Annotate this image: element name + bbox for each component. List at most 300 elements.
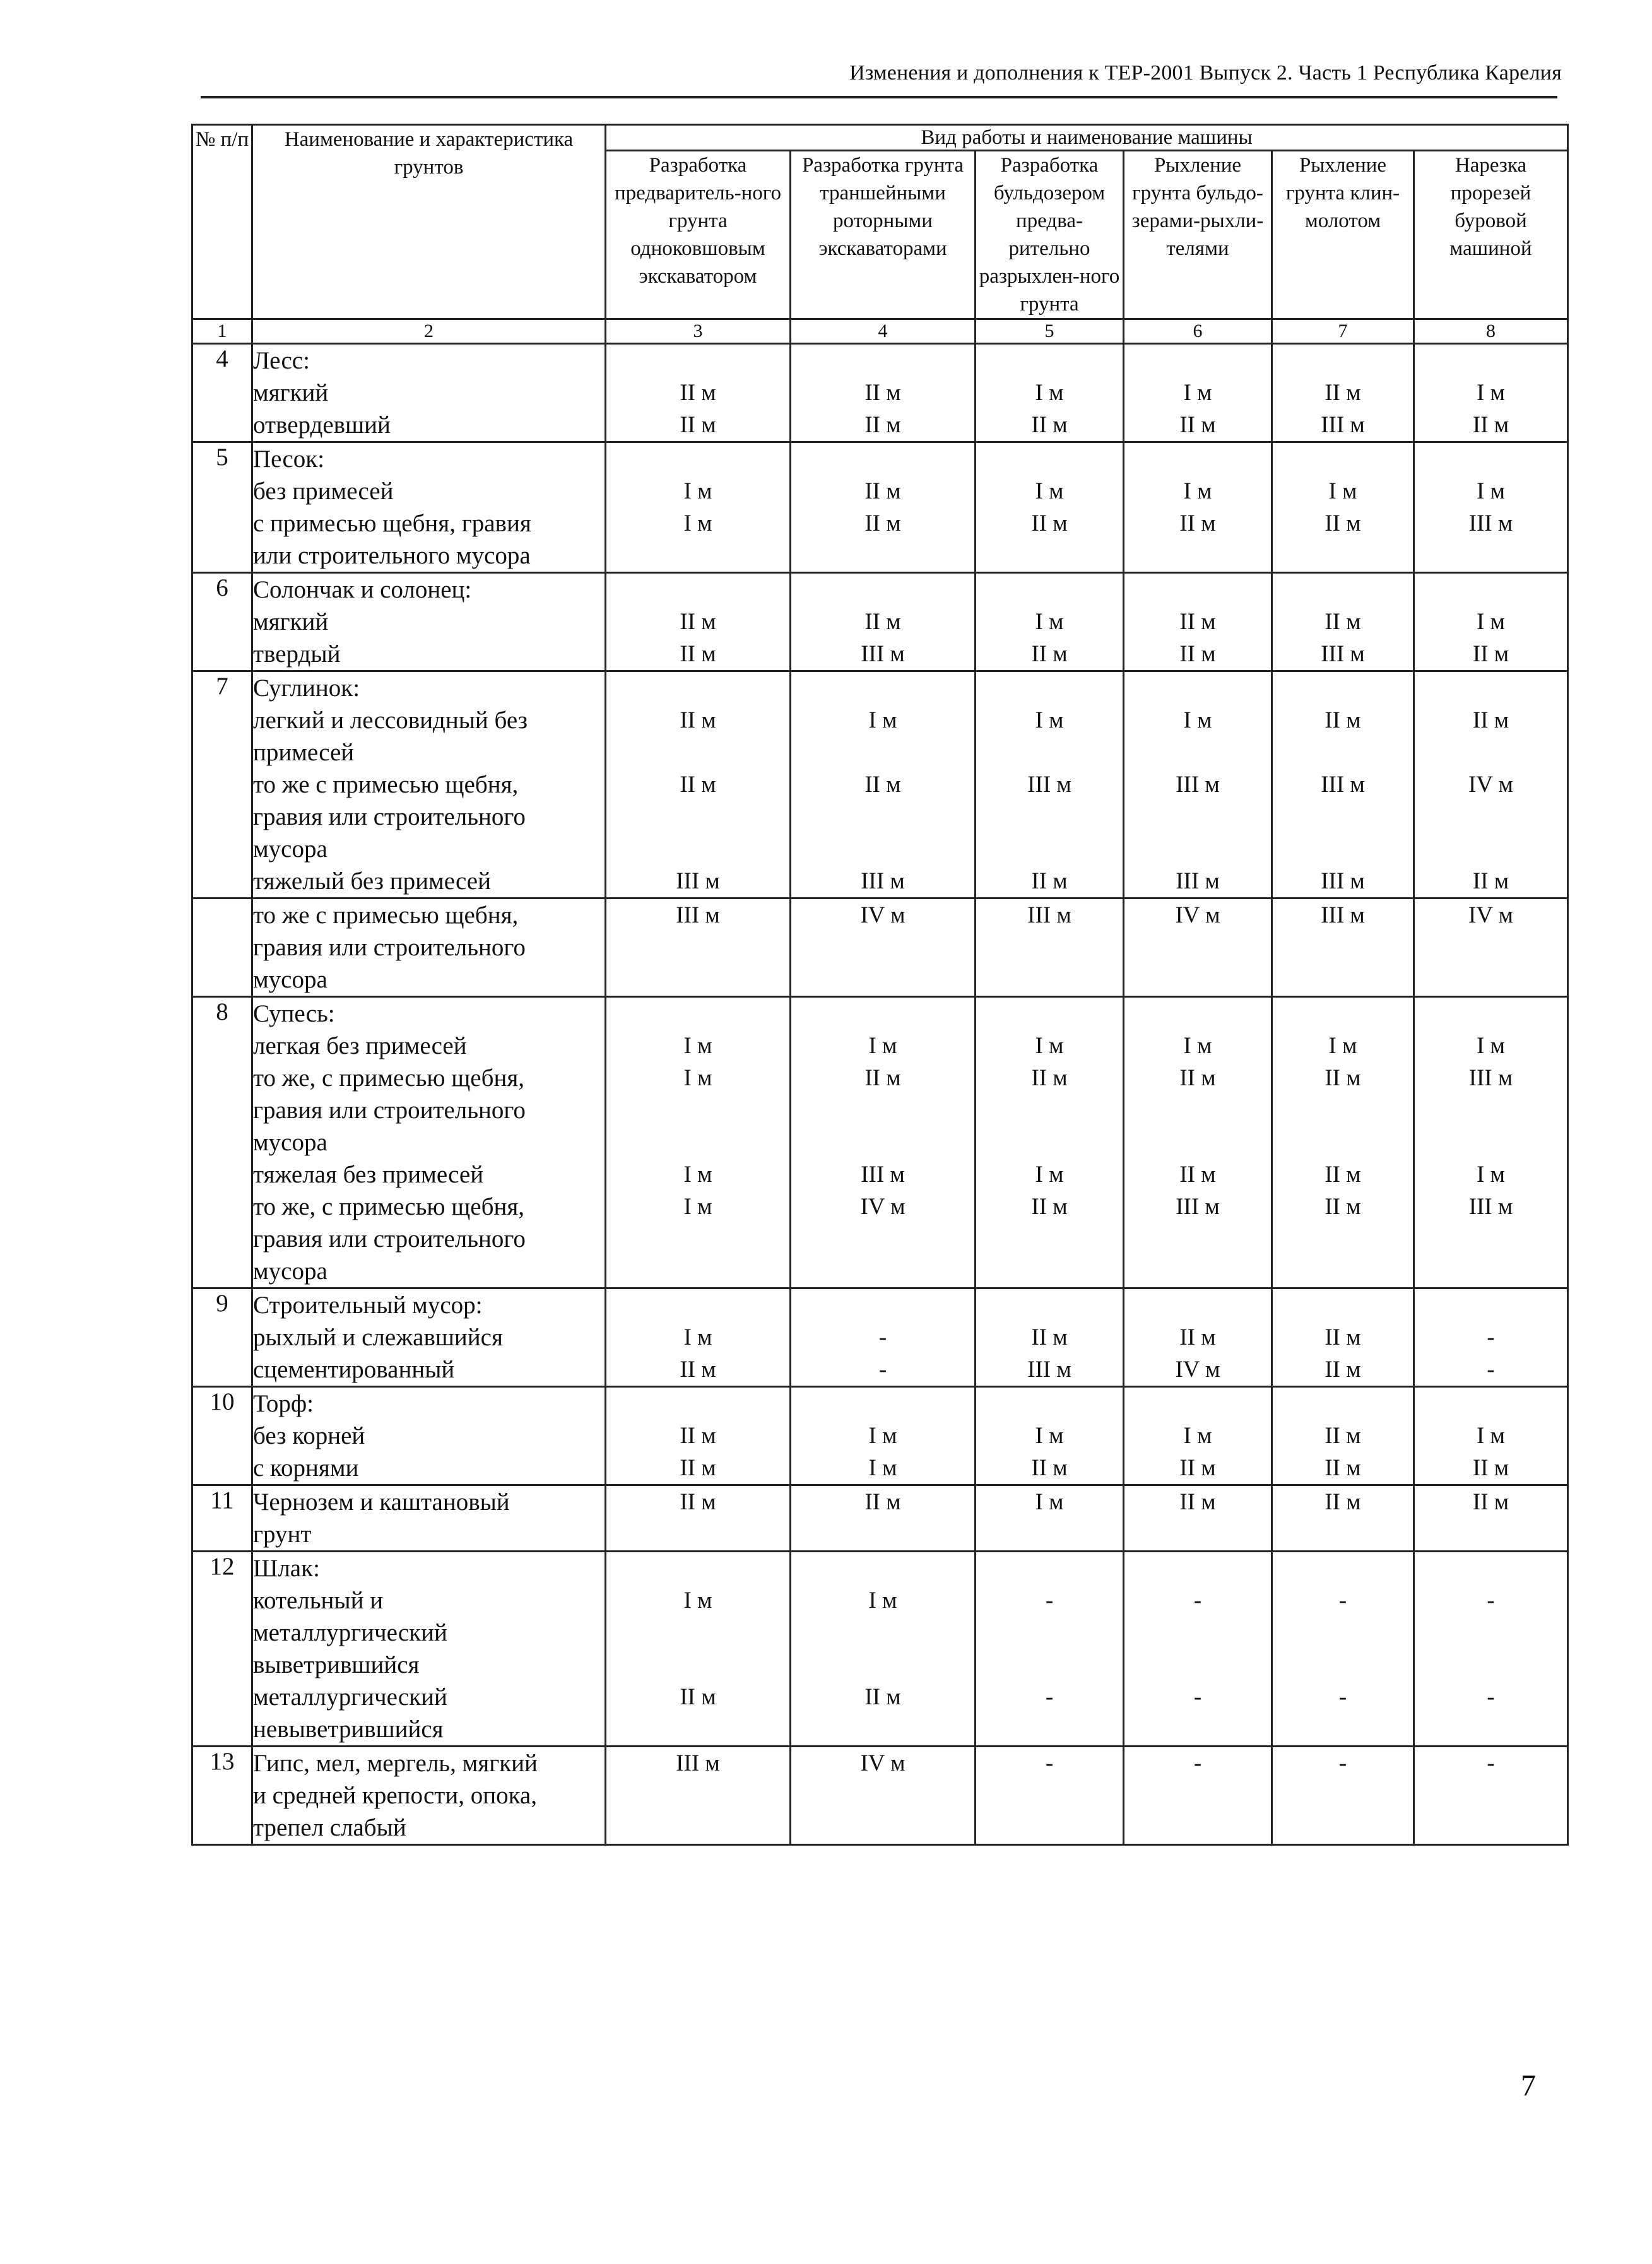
category-value: - [1045, 1750, 1054, 1776]
row-number [192, 899, 252, 997]
category-cell-col-4 [791, 671, 976, 899]
category-cell-col-8 [1414, 899, 1568, 997]
blank-line [1124, 1255, 1271, 1287]
category-value: I м [868, 1423, 897, 1449]
blank-line [976, 1713, 1123, 1745]
category-value: II м [680, 1684, 716, 1710]
category-cell-col-5 [976, 442, 1124, 573]
blank-line [976, 1255, 1123, 1287]
category-value: I м [683, 1033, 712, 1059]
blank-line [1415, 736, 1567, 769]
soil-subtype-line: мягкий [253, 608, 329, 635]
category-cell-col-3 [606, 1485, 791, 1552]
blank-line [791, 1779, 974, 1812]
blank-line [1415, 1388, 1567, 1420]
category-value: II м [1031, 1455, 1068, 1481]
table-row [192, 1288, 1568, 1387]
running-header: Изменения и дополнения к ТЕР-2001 Выпуск 2. Часть 1 Республика Карелия [849, 61, 1562, 85]
category-cell-col-7 [1272, 573, 1414, 671]
soil-subtype-line: то же, с примесью щебня, [253, 1193, 525, 1220]
blank-line [606, 574, 789, 606]
soil-subtype-line: гравия или строительного [253, 803, 526, 830]
blank-line [606, 931, 789, 964]
blank-line [976, 1126, 1123, 1159]
category-value: I м [683, 1588, 712, 1613]
category-cell-col-7 [1272, 1552, 1414, 1747]
table-row [192, 1387, 1568, 1485]
blank-line [1415, 1094, 1567, 1126]
blank-line [976, 443, 1123, 475]
soil-subtype-line: то же с примесью щебня, [253, 902, 519, 929]
category-value: II м [1325, 510, 1361, 536]
category-value: II м [864, 1065, 901, 1091]
category-value: - [1338, 1588, 1347, 1613]
category-cell-col-8 [1414, 1747, 1568, 1845]
blank-line [606, 1779, 789, 1812]
category-value: III м [1027, 772, 1071, 798]
category-value: IV м [860, 1194, 906, 1220]
table-row [192, 442, 1568, 573]
blank-line [1273, 672, 1413, 704]
soil-name-cell [252, 1747, 606, 1845]
blank-line [976, 672, 1123, 704]
blank-line [1124, 1289, 1271, 1321]
category-value: - [1487, 1750, 1495, 1776]
category-value: - [1193, 1750, 1202, 1776]
soil-subtype-line: невыветрившийся [253, 1716, 444, 1743]
category-value: II м [1031, 1194, 1068, 1220]
soil-subtype-line: тяжелая без примесей [253, 1161, 484, 1188]
category-cell-col-7 [1272, 1387, 1414, 1485]
category-cell-col-8 [1414, 997, 1568, 1288]
blank-line [1415, 1649, 1567, 1681]
category-value: I м [1035, 380, 1064, 406]
category-cell-col-7 [1272, 344, 1414, 442]
blank-line [1273, 1289, 1413, 1321]
blank-line [1415, 1518, 1567, 1550]
column-number-6: 6 [1124, 319, 1272, 344]
soil-name-cell [252, 997, 606, 1288]
category-value: III м [861, 1162, 905, 1188]
row-number: 7 [192, 671, 252, 899]
category-value: II м [864, 412, 901, 438]
category-value: II м [1472, 412, 1509, 438]
category-value: II м [1179, 1065, 1216, 1091]
blank-line [976, 1223, 1123, 1255]
soil-subtype-line: грунт [253, 1521, 312, 1548]
category-cell-col-5 [976, 1387, 1124, 1485]
blank-line [976, 1518, 1123, 1550]
column-number-2: 2 [252, 319, 606, 344]
category-value: II м [680, 707, 716, 733]
category-value: II м [1179, 609, 1216, 635]
blank-line [791, 1617, 974, 1649]
blank-line [606, 998, 789, 1030]
blank-line [606, 443, 789, 475]
category-value: I м [683, 510, 712, 536]
column-header-machine-3: Разработка бульдозером предва-рительно разрыхлен-ного грунта [976, 151, 1124, 319]
category-cell-col-7 [1272, 671, 1414, 899]
soil-subtype-line: сцементированный [253, 1356, 455, 1383]
blank-line [791, 1649, 974, 1681]
category-cell-col-7 [1272, 1485, 1414, 1552]
category-cell-col-5 [976, 1288, 1124, 1387]
category-value: II м [680, 1489, 716, 1515]
table-row [192, 899, 1568, 997]
blank-line [1124, 1552, 1271, 1584]
blank-line [1124, 1649, 1271, 1681]
blank-line [1415, 1223, 1567, 1255]
category-value: I м [868, 1455, 897, 1481]
blank-line [976, 574, 1123, 606]
column-header-machine-5: Рыхление грунта клин-молотом [1272, 151, 1414, 319]
blank-line [1124, 736, 1271, 769]
blank-line [791, 964, 974, 996]
category-value: - [1487, 1357, 1495, 1383]
blank-line [1124, 443, 1271, 475]
blank-line [1273, 998, 1413, 1030]
category-value: II м [864, 1489, 901, 1515]
column-header-machine-1: Разработка предваритель-ного грунта одноковшовым экскаватором [606, 151, 791, 319]
blank-line [791, 574, 974, 606]
table-row [192, 1747, 1568, 1845]
blank-line [791, 801, 974, 833]
blank-line [1124, 833, 1271, 865]
blank-line [1124, 539, 1271, 572]
blank-line [1273, 574, 1413, 606]
category-value: II м [1325, 1162, 1361, 1188]
category-value: - [1193, 1684, 1202, 1710]
blank-line [976, 964, 1123, 996]
category-value: - [1487, 1588, 1495, 1613]
blank-line [1273, 1388, 1413, 1420]
category-value: IV м [860, 1750, 906, 1776]
category-value: I м [683, 1065, 712, 1091]
category-value: II м [1325, 1065, 1361, 1091]
category-cell-col-8 [1414, 1387, 1568, 1485]
category-cell-col-3 [606, 997, 791, 1288]
blank-line [1415, 801, 1567, 833]
soil-name-cell [252, 1288, 606, 1387]
blank-line [976, 1388, 1123, 1420]
header-rule [201, 96, 1557, 98]
blank-line [1124, 1223, 1271, 1255]
category-value: II м [1031, 412, 1068, 438]
category-value: III м [676, 868, 720, 894]
category-cell-col-3 [606, 442, 791, 573]
blank-line [1415, 1713, 1567, 1745]
table-row [192, 1485, 1568, 1552]
category-value: - [1338, 1684, 1347, 1710]
blank-line [791, 1518, 974, 1550]
category-cell-col-4 [791, 997, 976, 1288]
row-number: 6 [192, 573, 252, 671]
row-number: 10 [192, 1387, 252, 1485]
blank-line [606, 1649, 789, 1681]
blank-line [976, 345, 1123, 377]
blank-line [976, 1552, 1123, 1584]
category-value: I м [1183, 1423, 1212, 1449]
blank-line [1273, 1812, 1413, 1844]
soil-subtype-line: мусора [253, 1258, 327, 1285]
blank-line [1273, 1713, 1413, 1745]
category-value: II м [680, 641, 716, 667]
category-value: I м [1477, 478, 1506, 504]
category-value: III м [861, 641, 905, 667]
blank-line [976, 931, 1123, 964]
category-cell-col-5 [976, 344, 1124, 442]
category-value: I м [683, 478, 712, 504]
blank-line [1273, 1617, 1413, 1649]
category-value: I м [1477, 609, 1506, 635]
row-number: 12 [192, 1552, 252, 1747]
column-group-header-work-type: Вид работы и наименование машины [606, 125, 1568, 151]
category-value: I м [1183, 380, 1212, 406]
soil-subtype-line: то же, с примесью щебня, [253, 1064, 525, 1092]
soil-group-title: Лесс: [253, 347, 310, 374]
category-value: I м [1035, 609, 1064, 635]
category-value: - [1338, 1750, 1347, 1776]
soil-group-title: Шлак: [253, 1555, 320, 1582]
category-value: II м [1179, 1162, 1216, 1188]
soil-group-title: Суглинок: [253, 675, 360, 702]
blank-line [976, 1779, 1123, 1812]
category-value: II м [1179, 510, 1216, 536]
blank-line [1273, 539, 1413, 572]
soil-subtype-line: мусора [253, 1129, 327, 1156]
blank-line [606, 672, 789, 704]
soil-subtype-line: трепел слабый [253, 1814, 406, 1841]
soil-subtype-line: без примесей [253, 478, 394, 505]
category-value: II м [1325, 707, 1361, 733]
blank-line [1273, 1094, 1413, 1126]
row-number: 9 [192, 1288, 252, 1387]
blank-line [791, 1388, 974, 1420]
blank-line [606, 1713, 789, 1745]
soil-subtype-line: котельный и [253, 1587, 384, 1614]
blank-line [791, 1126, 974, 1159]
blank-line [976, 1289, 1123, 1321]
blank-line [606, 1126, 789, 1159]
blank-line [1124, 931, 1271, 964]
category-cell-col-3 [606, 671, 791, 899]
category-value: II м [1325, 1423, 1361, 1449]
category-cell-col-5 [976, 671, 1124, 899]
category-cell-col-8 [1414, 442, 1568, 573]
category-value: III м [1321, 868, 1365, 894]
category-value: I м [1035, 1423, 1064, 1449]
category-cell-col-5 [976, 1485, 1124, 1552]
soil-subtype-line: с примесью щебня, гравия [253, 510, 531, 537]
blank-line [1273, 1255, 1413, 1287]
category-value: I м [1183, 478, 1212, 504]
category-cell-col-8 [1414, 344, 1568, 442]
blank-line [1415, 443, 1567, 475]
soil-name-cell [252, 344, 606, 442]
column-number-3: 3 [606, 319, 791, 344]
blank-line [1124, 1094, 1271, 1126]
category-value: II м [864, 609, 901, 635]
blank-line [606, 1289, 789, 1321]
blank-line [606, 1552, 789, 1584]
blank-line [1273, 736, 1413, 769]
blank-line [791, 1289, 974, 1321]
blank-line [1415, 345, 1567, 377]
category-cell-col-3 [606, 1747, 791, 1845]
category-value: II м [1325, 1489, 1361, 1515]
category-value: III м [1321, 641, 1365, 667]
category-value: I м [683, 1162, 712, 1188]
category-value: II м [1031, 641, 1068, 667]
category-value: IV м [1175, 902, 1220, 928]
blank-line [1124, 1126, 1271, 1159]
blank-line [1273, 964, 1413, 996]
blank-line [1415, 998, 1567, 1030]
category-value: II м [1179, 1324, 1216, 1350]
blank-line [606, 1094, 789, 1126]
category-value: II м [680, 1455, 716, 1481]
category-value: II м [1179, 1455, 1216, 1481]
category-value: II м [1325, 609, 1361, 635]
blank-line [1124, 672, 1271, 704]
soil-subtype-line: рыхлый и слежавшийся [253, 1324, 503, 1351]
category-cell-col-4 [791, 442, 976, 573]
blank-line [1124, 345, 1271, 377]
blank-line [1415, 1617, 1567, 1649]
category-value: III м [1321, 902, 1365, 928]
blank-line [1273, 1518, 1413, 1550]
category-value: II м [1179, 412, 1216, 438]
category-cell-col-3 [606, 573, 791, 671]
soil-subtype-line: гравия или строительного [253, 934, 526, 961]
table-row [192, 573, 1568, 671]
category-value: II м [1325, 1455, 1361, 1481]
blank-line [791, 1552, 974, 1584]
row-number: 8 [192, 997, 252, 1288]
category-value: II м [1325, 1324, 1361, 1350]
blank-line [1415, 539, 1567, 572]
blank-line [976, 539, 1123, 572]
blank-line [976, 736, 1123, 769]
soil-subtype-line: тяжелый без примесей [253, 868, 491, 895]
category-value: III м [1027, 902, 1071, 928]
blank-line [1273, 345, 1413, 377]
row-number: 11 [192, 1485, 252, 1552]
blank-line [1273, 1649, 1413, 1681]
category-cell-col-4 [791, 1387, 976, 1485]
soil-subtype-line: то же с примесью щебня, [253, 771, 519, 798]
blank-line [1273, 443, 1413, 475]
category-value: - [1487, 1324, 1495, 1350]
soil-classification-table [191, 124, 1569, 1846]
category-value: II м [864, 478, 901, 504]
category-value: II м [1031, 510, 1068, 536]
blank-line [1124, 1713, 1271, 1745]
category-value: I м [1477, 1162, 1506, 1188]
category-value: IV м [1468, 772, 1514, 798]
blank-line [1124, 1617, 1271, 1649]
column-number-5: 5 [976, 319, 1124, 344]
column-header-number: № п/п [192, 125, 252, 319]
category-value: II м [1031, 868, 1068, 894]
category-cell-col-7 [1272, 442, 1414, 573]
category-value: - [878, 1357, 887, 1383]
blank-line [1124, 1388, 1271, 1420]
category-cell-col-4 [791, 1747, 976, 1845]
blank-line [1124, 964, 1271, 996]
blank-line [976, 1812, 1123, 1844]
soil-group-title: Торф: [253, 1390, 314, 1417]
category-value: - [1045, 1684, 1054, 1710]
category-cell-col-4 [791, 1288, 976, 1387]
blank-line [606, 801, 789, 833]
blank-line [606, 1223, 789, 1255]
soil-name-cell [252, 573, 606, 671]
category-cell-col-3 [606, 344, 791, 442]
column-header-soil-name: Наименование и характеристика грунтов [252, 125, 606, 319]
blank-line [976, 1649, 1123, 1681]
blank-line [606, 1518, 789, 1550]
category-value: I м [1328, 478, 1357, 504]
category-cell-col-6 [1124, 671, 1272, 899]
category-value: II м [1472, 868, 1509, 894]
soil-subtype-line: мусора [253, 835, 327, 863]
row-number: 4 [192, 344, 252, 442]
soil-subtype-line: выветрившийся [253, 1651, 420, 1678]
category-cell-col-6 [1124, 1747, 1272, 1845]
blank-line [1124, 998, 1271, 1030]
category-value: - [1193, 1588, 1202, 1613]
category-cell-col-6 [1124, 997, 1272, 1288]
blank-line [791, 931, 974, 964]
category-cell-col-6 [1124, 344, 1272, 442]
category-value: I м [868, 1033, 897, 1059]
blank-line [606, 1255, 789, 1287]
category-value: III м [1321, 772, 1365, 798]
soil-group-title: Песок: [253, 445, 325, 473]
category-cell-col-7 [1272, 1747, 1414, 1845]
blank-line [1273, 1126, 1413, 1159]
soil-subtype-line: отвердевший [253, 411, 391, 439]
category-cell-col-4 [791, 899, 976, 997]
category-cell-col-6 [1124, 1552, 1272, 1747]
category-cell-col-8 [1414, 1288, 1568, 1387]
column-number-7: 7 [1272, 319, 1414, 344]
blank-line [1415, 1779, 1567, 1812]
blank-line [791, 736, 974, 769]
category-value: II м [864, 380, 901, 406]
blank-line [1273, 1779, 1413, 1812]
category-cell-col-8 [1414, 573, 1568, 671]
category-cell-col-7 [1272, 899, 1414, 997]
category-value: I м [1035, 1489, 1064, 1515]
blank-line [791, 345, 974, 377]
category-cell-col-5 [976, 573, 1124, 671]
blank-line [1415, 1255, 1567, 1287]
category-value: III м [1176, 1194, 1220, 1220]
category-value: I м [1477, 1033, 1506, 1059]
category-value: III м [1321, 412, 1365, 438]
category-value: I м [1477, 380, 1506, 406]
soil-subtype-line: или строительного мусора [253, 542, 531, 569]
category-value: II м [1325, 380, 1361, 406]
table-row [192, 671, 1568, 899]
category-cell-col-5 [976, 997, 1124, 1288]
category-value: III м [1176, 868, 1220, 894]
category-value: I м [683, 1324, 712, 1350]
category-value: IV м [860, 902, 906, 928]
category-cell-col-4 [791, 1485, 976, 1552]
